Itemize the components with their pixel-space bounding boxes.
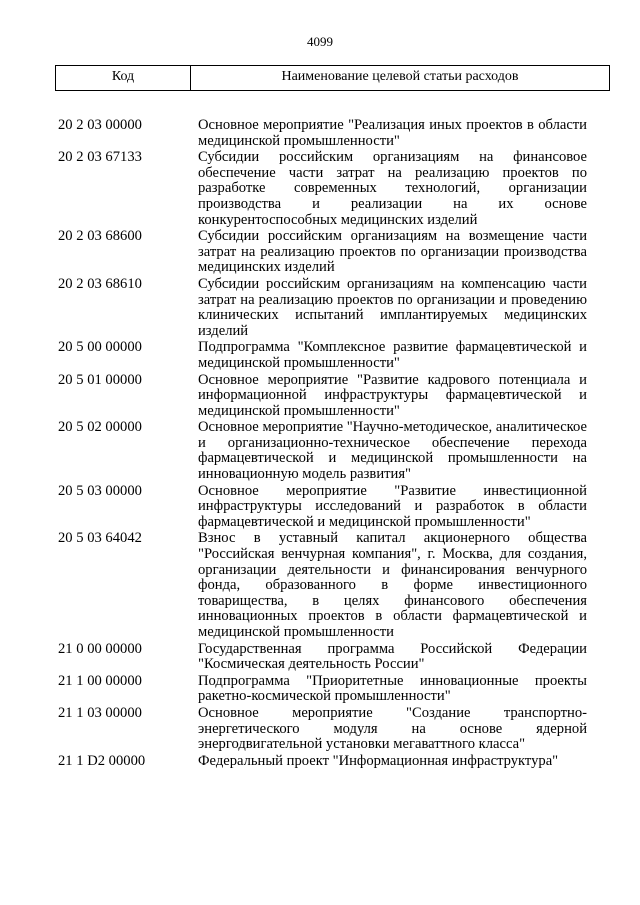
row-name: Основное мероприятие "Создание транспортно-энергетического модуля на основе ядерной энергодвигательной установки мегаваттного класса" bbox=[198, 704, 587, 753]
table-header bbox=[55, 65, 610, 91]
header-code-label: Код bbox=[56, 66, 191, 90]
row-code: 21 1 00 00000 bbox=[58, 672, 142, 689]
row-code: 20 2 03 68600 bbox=[58, 228, 142, 245]
table-row bbox=[58, 674, 587, 705]
row-code: 21 1 03 00000 bbox=[58, 704, 142, 721]
row-name: Основное мероприятие "Научно-методическое, аналитическое и организационно-техническое обеспечение перехода фармацевтической и медицинской промышленности на инновационную модель развития" bbox=[198, 419, 587, 483]
row-name: Субсидии российским организациям на возмещение части затрат на реализацию проектов по организации производства медицинских изделий bbox=[198, 228, 587, 276]
row-name: Подпрограмма "Приоритетные инновационные проекты ракетно-космической промышленности" bbox=[198, 672, 587, 705]
table-row bbox=[58, 754, 587, 770]
row-name: Государственная программа Российской Федерации "Космическая деятельность России" bbox=[198, 640, 587, 673]
table-row bbox=[58, 150, 587, 228]
table-row bbox=[58, 229, 587, 276]
row-name: Подпрограмма "Комплексное развитие фармацевтической и медицинской промышленности" bbox=[198, 339, 587, 371]
row-code: 20 5 00 00000 bbox=[58, 339, 142, 356]
row-name: Взнос в уставный капитал акционерного общества "Российская венчурная компания", г. Москва, для создания, организации деятельности и финансирования венчурного фонда, образованного в форме инвестиционного товарищества, в целях финансового обеспечения инновационных проектов в области фармацевтической и медицинской промышленности bbox=[198, 530, 587, 640]
row-code: 20 5 03 00000 bbox=[58, 482, 142, 499]
table-row bbox=[58, 373, 587, 420]
table-row bbox=[58, 340, 587, 371]
table-row bbox=[58, 277, 587, 339]
expense-items-list bbox=[58, 118, 587, 770]
row-name: Субсидии российским организациям на компенсацию части затрат на реализацию проектов по организации и проведению клинических испытаний имплантируемых медицинских изделий bbox=[198, 275, 587, 339]
row-name: Федеральный проект "Информационная инфраструктура" bbox=[198, 752, 559, 769]
row-code: 20 2 03 68610 bbox=[58, 275, 142, 292]
page-number: 4099 bbox=[307, 34, 333, 49]
row-name: Основное мероприятие "Развитие инвестиционной инфраструктуры исследований и разработок в области фармацевтической и медицинской промышленности" bbox=[198, 482, 587, 530]
row-code: 20 5 02 00000 bbox=[58, 419, 142, 436]
row-name: Основное мероприятие "Реализация иных проектов в области медицинской промышленности" bbox=[198, 117, 587, 149]
row-code: 20 2 03 00000 bbox=[58, 117, 142, 133]
row-code: 21 0 00 00000 bbox=[58, 640, 142, 657]
header-name-label: Наименование целевой статьи расходов bbox=[281, 69, 519, 84]
row-name: Основное мероприятие "Развитие кадрового потенциала и информационной инфраструктуры фармацевтической и медицинской промышленности" bbox=[198, 371, 587, 419]
table-row bbox=[58, 642, 587, 673]
table-row bbox=[58, 118, 587, 149]
row-code: 20 5 01 00000 bbox=[58, 371, 142, 388]
row-code: 20 2 03 67133 bbox=[58, 149, 142, 166]
table-row bbox=[58, 420, 587, 482]
table-row bbox=[58, 531, 587, 640]
table-row bbox=[58, 706, 587, 753]
row-code: 21 1 D2 00000 bbox=[58, 752, 146, 769]
row-name: Субсидии российским организациям на финансовое обеспечение части затрат на реализацию проектов по разработке современных технологий, организации производства и реализации на их основе конкурентоспособных медицинских изделий bbox=[198, 149, 587, 228]
table-row bbox=[58, 484, 587, 531]
row-code: 20 5 03 64042 bbox=[58, 530, 142, 547]
